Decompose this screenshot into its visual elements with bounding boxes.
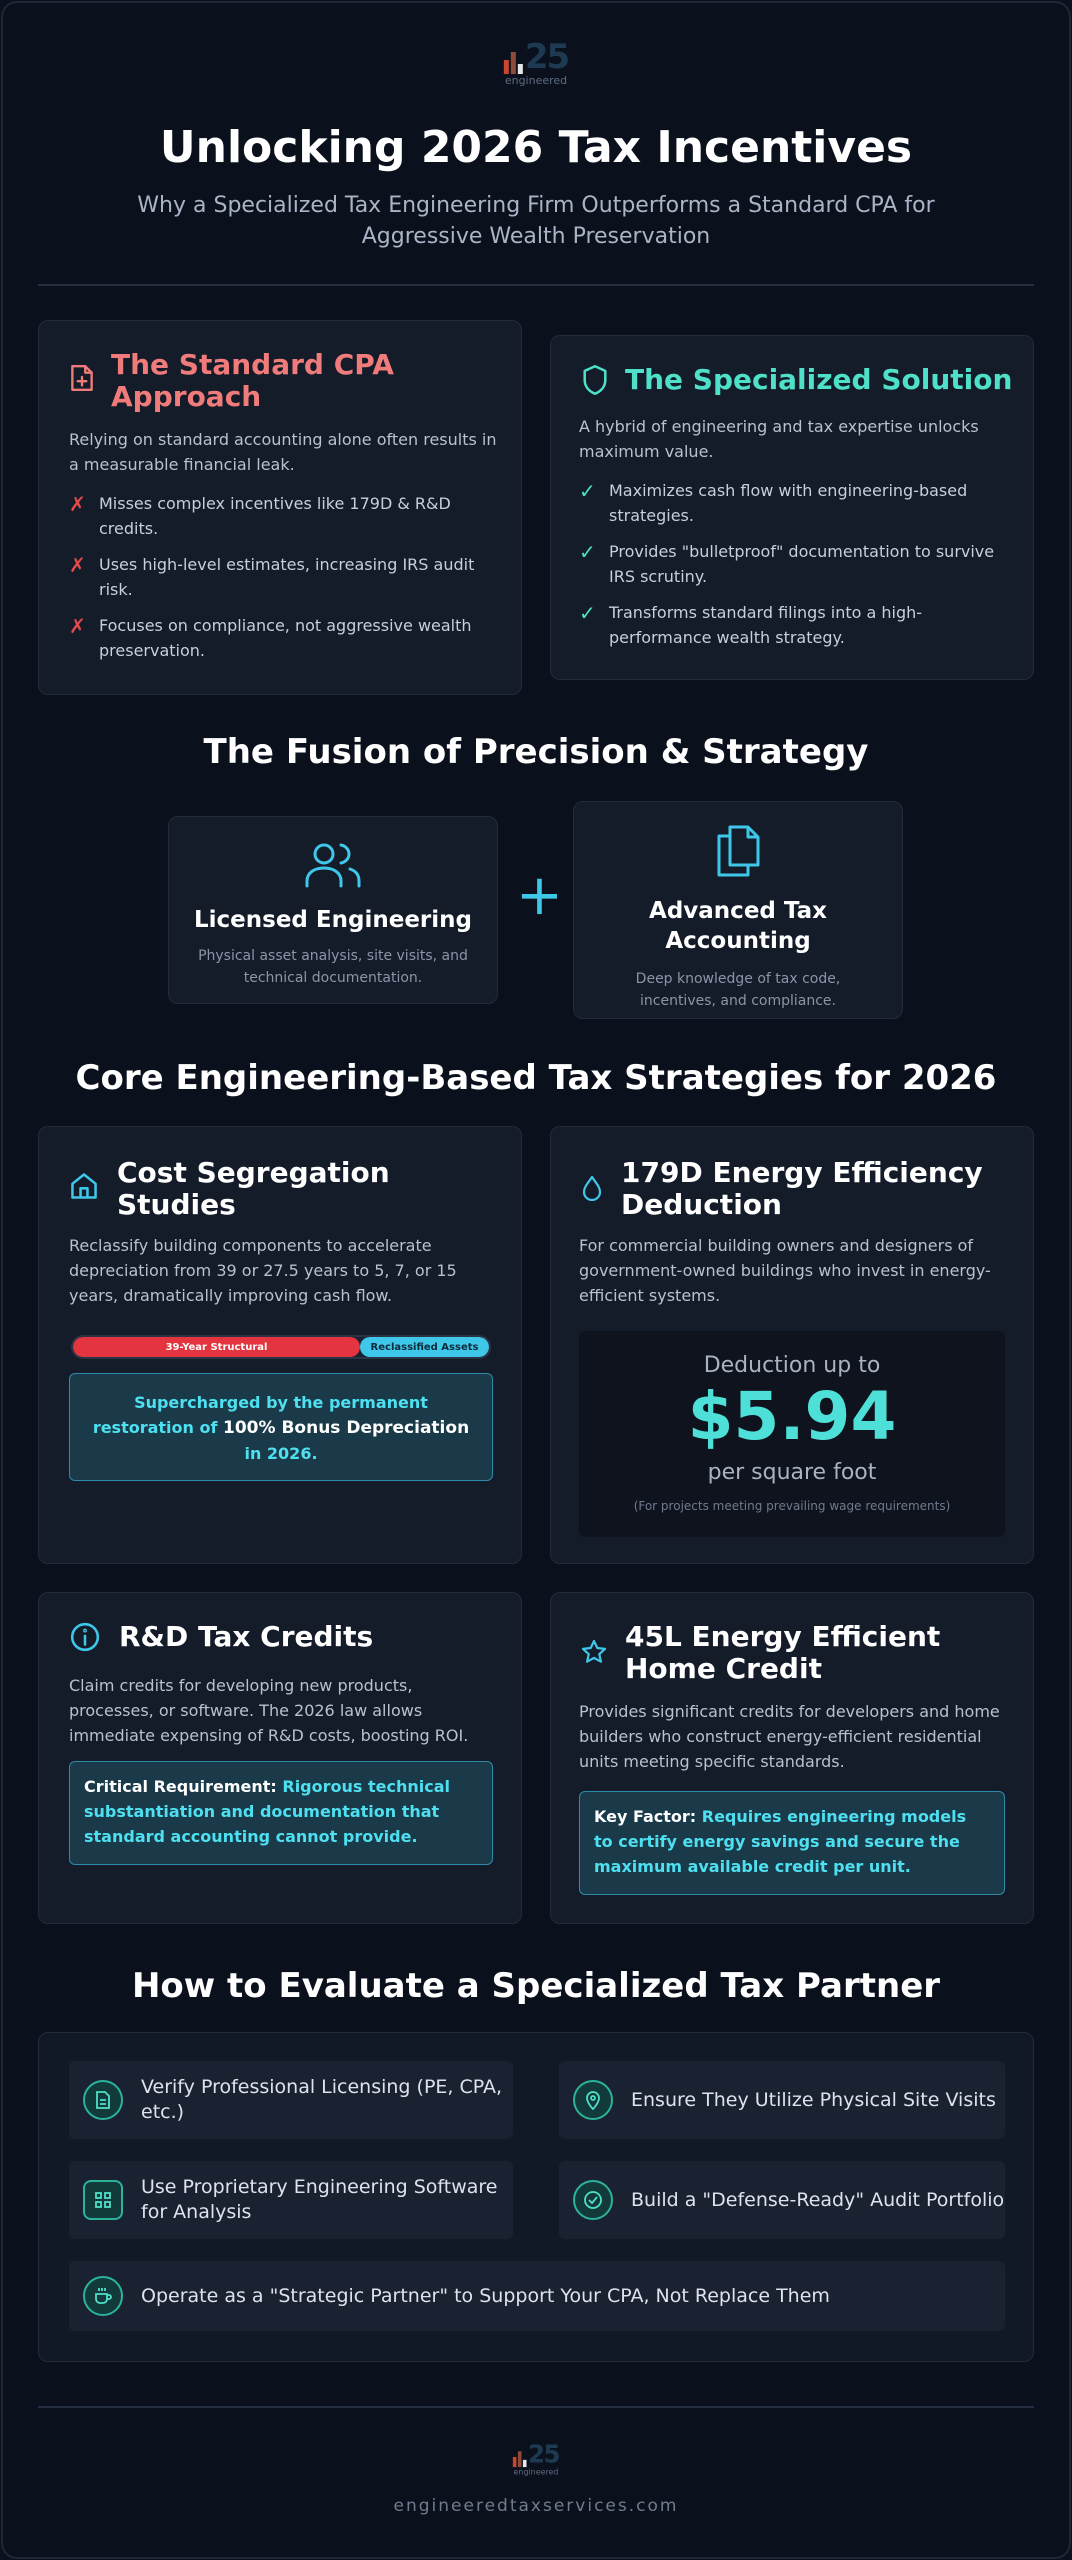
- standard-cpa-intro: Relying on standard accounting alone often results in a measurable financial leak.: [69, 430, 497, 474]
- evaluate-panel: [38, 2032, 1034, 2362]
- 179d-card: [550, 1126, 1034, 1564]
- rd-credits-card: [38, 1592, 522, 1924]
- advanced-tax-card: [573, 801, 903, 1019]
- specialized-item: ✓ Provides "bulletproof" documentation to survive IRS scrutiny.: [579, 539, 999, 589]
- check-mark-icon: ✓: [579, 479, 596, 503]
- divider: [38, 284, 1034, 286]
- document-icon: [83, 2080, 123, 2120]
- licensed-engineering-card: [168, 816, 498, 1004]
- specialized-item: ✓ Maximizes cash flow with engineering-based strategies.: [579, 478, 999, 528]
- callout-text: Rigorous technical substantiation and documentation that standard accounting cannot provide.: [84, 1777, 450, 1846]
- standard-cpa-item: ✗ Misses complex incentives like 179D & R&D credits.: [69, 491, 489, 541]
- critical-requirement-callout: [69, 1761, 493, 1865]
- standard-cpa-card: [38, 320, 522, 695]
- licensed-engineering-desc: Physical asset analysis, site visits, and technical documentation.: [198, 948, 468, 986]
- cost-segregation-card: [38, 1126, 522, 1564]
- website-url[interactable]: engineeredtaxservices.com: [393, 2496, 679, 2516]
- deduction-label: Deduction up to: [703, 1353, 881, 1378]
- specialized-title: The Specialized Solution: [625, 363, 1013, 396]
- logo-word: engineered: [513, 2467, 559, 2477]
- specialized-item: ✓ Transforms standard filings into a high-performance wealth strategy.: [579, 600, 999, 650]
- check-mark-icon: ✓: [579, 540, 596, 564]
- 45l-desc: Provides significant credits for developers and home builders who construct energy-efficient residential units meeting specific standards.: [579, 1702, 1000, 1771]
- callout-label: Key Factor:: [594, 1807, 697, 1826]
- callout-text: Supercharged by the permanent restoration of: [92, 1393, 428, 1437]
- reclassified-segment: Reclassified Assets: [360, 1337, 489, 1357]
- evaluate-item: Build a "Defense-Ready" Audit Portfolio: [559, 2161, 1005, 2239]
- evaluate-item: Operate as a "Strategic Partner" to Support Your CPA, Not Replace Them: [69, 2261, 1005, 2331]
- standard-cpa-title: The Standard CPA Approach: [111, 348, 394, 413]
- file-plus-icon: [69, 363, 95, 413]
- logo-number: 25: [524, 37, 569, 77]
- depreciation-bar: [71, 1335, 491, 1359]
- callout-text: in 2026.: [244, 1444, 318, 1463]
- coffee-icon: [83, 2276, 123, 2316]
- callout-highlight: 100% Bonus Depreciation: [223, 1418, 470, 1438]
- evaluate-item: Use Proprietary Engineering Software for Analysis: [69, 2161, 513, 2239]
- footer-divider: [38, 2406, 1034, 2408]
- grid-icon: [83, 2180, 123, 2220]
- check-mark-icon: ✓: [579, 601, 596, 625]
- logo-word: engineered: [504, 74, 568, 87]
- shield-icon: [581, 364, 609, 396]
- home-icon: [69, 1171, 99, 1221]
- deduction-amount: $5.94: [687, 1378, 897, 1455]
- page-title: Unlocking 2026 Tax Incentives: [159, 122, 913, 173]
- check-circle-icon: [573, 2180, 613, 2220]
- brand-logo: [504, 37, 569, 87]
- deduction-note: (For projects meeting prevailing wage requirements): [633, 1499, 951, 1513]
- info-icon: [69, 1621, 101, 1653]
- page-subtitle: Why a Specialized Tax Engineering Firm Outperforms a Standard CPA for Aggressive Wealth Preservation: [137, 193, 935, 249]
- structural-segment: 39-Year Structural: [73, 1337, 360, 1357]
- standard-cpa-item: ✗ Uses high-level estimates, increasing IRS audit risk.: [69, 552, 489, 602]
- cost-segregation-title: Cost Segregation Studies: [117, 1156, 390, 1221]
- advanced-tax-desc: Deep knowledge of tax code, incentives, and compliance.: [635, 971, 841, 1009]
- logo-number: 25: [527, 2440, 560, 2470]
- callout-text: Requires engineering models to certify energy savings and secure the maximum available credit per unit.: [594, 1807, 967, 1876]
- rd-desc: Claim credits for developing new products, processes, or software. The 2026 law allows immediate expensing of R&D costs, boosting ROI.: [69, 1676, 469, 1745]
- users-icon: [169, 839, 497, 889]
- deduction-unit: per square foot: [707, 1460, 877, 1485]
- bonus-depreciation-callout: [69, 1373, 493, 1481]
- x-mark-icon: ✗: [69, 614, 86, 638]
- licensed-engineering-title: Licensed Engineering: [194, 907, 472, 933]
- x-mark-icon: ✗: [69, 553, 86, 577]
- map-pin-icon: [573, 2080, 613, 2120]
- droplet-icon: [581, 1175, 603, 1221]
- 179d-title: 179D Energy Efficiency Deduction: [621, 1156, 983, 1221]
- documents-icon: [574, 824, 902, 878]
- key-factor-callout: [579, 1791, 1005, 1895]
- rd-title: R&D Tax Credits: [119, 1620, 374, 1653]
- x-mark-icon: ✗: [69, 492, 86, 516]
- logo-bars-icon: [513, 2451, 527, 2467]
- specialized-solution-card: [550, 335, 1034, 680]
- strategies-title: Core Engineering-Based Tax Strategies for 2026: [75, 1058, 997, 1098]
- standard-cpa-item: ✗ Focuses on compliance, not aggressive wealth preservation.: [69, 613, 489, 663]
- evaluate-item: Verify Professional Licensing (PE, CPA, etc.): [69, 2061, 513, 2139]
- 45l-title: 45L Energy Efficient Home Credit: [625, 1620, 941, 1685]
- logo-bars-icon: [504, 52, 523, 74]
- specialized-intro: A hybrid of engineering and tax expertise unlocks maximum value.: [579, 417, 979, 461]
- 45l-card: [550, 1592, 1034, 1924]
- 179d-desc: For commercial building owners and designers of government-owned buildings who invest in energy-efficient systems.: [579, 1236, 991, 1305]
- callout-label: Critical Requirement:: [84, 1777, 277, 1796]
- star-icon: [581, 1639, 607, 1685]
- plus-sign: +: [516, 863, 563, 928]
- cost-segregation-desc: Reclassify building components to accelerate depreciation from 39 or 27.5 years to 5, 7, or 15 years, dramatically improving cash flow.: [69, 1236, 457, 1305]
- fusion-title: The Fusion of Precision & Strategy: [203, 732, 869, 772]
- evaluate-item: Ensure They Utilize Physical Site Visits: [559, 2061, 1005, 2139]
- deduction-panel: [579, 1331, 1005, 1537]
- advanced-tax-title: Advanced Tax Accounting: [649, 898, 827, 954]
- footer-logo: [513, 2440, 560, 2477]
- evaluate-title: How to Evaluate a Specialized Tax Partner: [131, 1966, 941, 2006]
